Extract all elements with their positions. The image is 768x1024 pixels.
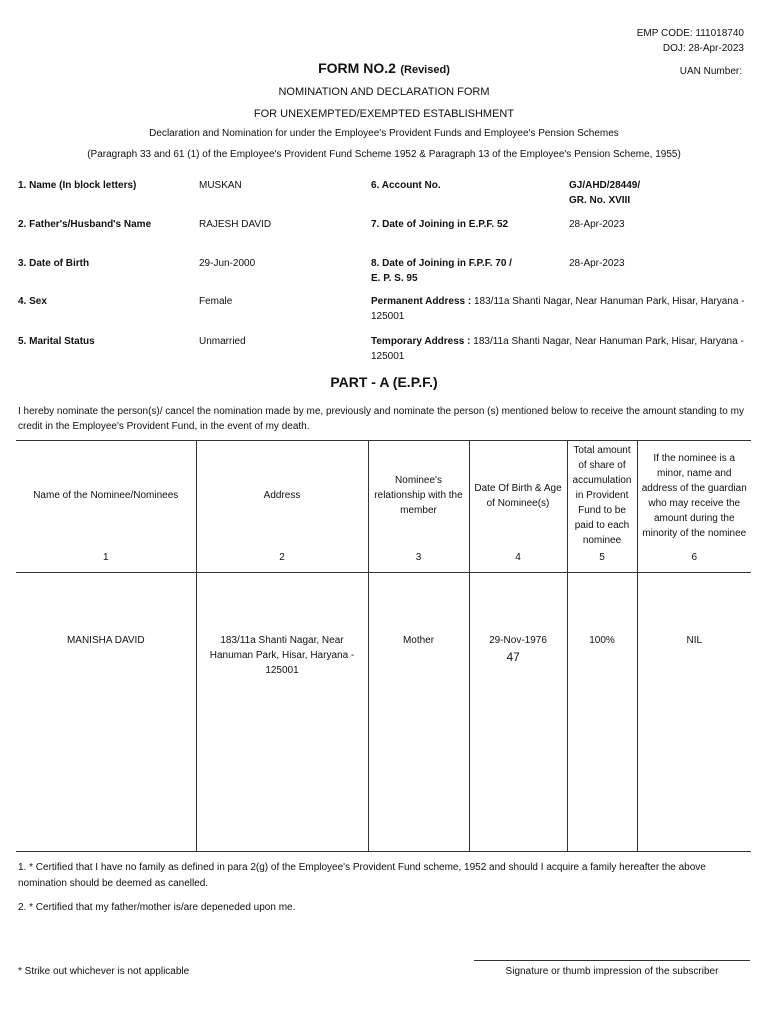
- nominee-age: 47: [506, 650, 520, 664]
- sex-label: 4. Sex: [18, 296, 47, 307]
- header-dob-age: Date Of Birth & Age of Nominee(s): [469, 441, 567, 551]
- doj-fpf70-label-line-1: 8. Date of Joining in F.P.F. 70 /: [371, 258, 512, 269]
- father-name-label: 2. Father's/Husband's Name: [18, 219, 152, 230]
- dob-label: 3. Date of Birth: [18, 258, 90, 269]
- form-title-main: FORM NO.2: [318, 60, 396, 76]
- form-subtitle-3: Declaration and Nomination for under the Employee's Provident Funds and Employee's Pension Schemes: [149, 128, 619, 139]
- doj-fpf70-label-line-2: E. P. S. 95: [371, 273, 418, 284]
- table-column-number-row: [16, 550, 751, 573]
- employee-info: [637, 26, 744, 56]
- doj-fpf70-label: [371, 256, 512, 286]
- header-address: Address: [196, 441, 368, 551]
- header-guardian: If the nominee is a minor, name and address of the guardian who may receive the amount during the minority of the nominee: [637, 441, 751, 551]
- account-no-value: [569, 178, 640, 208]
- nominee-address: 183/11a Shanti Nagar, Near Hanuman Park, Hisar, Haryana - 125001: [196, 573, 368, 852]
- temporary-address-label: Temporary Address :: [371, 336, 471, 347]
- name-value: MUSKAN: [199, 180, 242, 191]
- nominee-table: [16, 440, 751, 852]
- temporary-address: [371, 334, 749, 364]
- doj-fpf70-value: 28-Apr-2023: [569, 258, 625, 269]
- doj-epf52-label: 7. Date of Joining in E.P.F. 52: [371, 219, 509, 230]
- marital-status-label: 5. Marital Status: [18, 336, 95, 347]
- nominee-dob: 29-Nov-1976: [489, 635, 547, 646]
- certification-2: 2. * Certified that my father/mother is/are depeneded upon me.: [18, 902, 296, 913]
- nominee-name: MANISHA DAVID: [16, 573, 196, 852]
- signature-caption: Signature or thumb impression of the subscriber: [505, 966, 719, 977]
- column-number: 3: [368, 550, 469, 573]
- column-number: 2: [196, 550, 368, 573]
- nominee-relationship: Mother: [368, 573, 469, 852]
- nominee-guardian: NIL: [637, 573, 751, 852]
- header-relationship: Nominee's relationship with the member: [368, 441, 469, 551]
- footnote: * Strike out whichever is not applicable: [18, 966, 190, 977]
- form-subtitle-1: NOMINATION AND DECLARATION FORM: [278, 86, 490, 98]
- permanent-address-label: Permanent Address :: [371, 296, 472, 307]
- table-row: [16, 573, 751, 852]
- temporary-address-value: 183/11a Shanti Nagar, Near Hanuman Park, Hisar, Haryana - 125001: [371, 336, 744, 362]
- column-number: 5: [567, 550, 637, 573]
- signature-line: [474, 960, 750, 961]
- uan-number: UAN Number:: [679, 66, 742, 77]
- header-share-amount: Total amount of share of accumulation in Provident Fund to be paid to each nominee: [567, 441, 637, 551]
- column-number: 6: [637, 550, 751, 573]
- certification-1: 1. * Certified that I have no family as defined in para 2(g) of the Employee's Provident Fund scheme, 1952 and should I acquire a family hereafter the above nomination should be deemed as canelled.: [18, 862, 706, 889]
- table-header-row: [16, 441, 751, 551]
- account-no-line-2: GR. No. XVIII: [569, 195, 631, 206]
- name-label: 1. Name (In block letters): [18, 180, 137, 191]
- dob-value: 29-Jun-2000: [199, 258, 256, 269]
- marital-status-value: Unmarried: [199, 336, 246, 347]
- emp-code: EMP CODE: 111018740: [636, 28, 744, 39]
- sex-value: Female: [199, 296, 233, 307]
- nominee-dob-age: [469, 573, 567, 852]
- form-title: [0, 60, 768, 78]
- father-name-value: RAJESH DAVID: [199, 219, 272, 230]
- permanent-address-value: 183/11a Shanti Nagar, Near Hanuman Park, Hisar, Haryana - 125001: [371, 296, 745, 322]
- permanent-address: [371, 294, 749, 324]
- nominee-share: 100%: [567, 573, 637, 852]
- date-of-joining: DOJ: 28-Apr-2023: [662, 43, 744, 54]
- column-number: 4: [469, 550, 567, 573]
- part-a-title: PART - A (E.P.F.): [330, 374, 438, 390]
- account-no-line-1: GJ/AHD/28449/: [569, 180, 641, 191]
- form-subtitle-2: FOR UNEXEMPTED/EXEMPTED ESTABLISHMENT: [253, 108, 515, 120]
- doj-epf52-value: 28-Apr-2023: [569, 219, 625, 230]
- header-nominee-name: Name of the Nominee/Nominees: [16, 441, 196, 551]
- account-no-label: 6. Account No.: [371, 180, 441, 191]
- form-title-revised: (Revised): [400, 64, 450, 76]
- column-number: 1: [16, 550, 196, 573]
- part-a-intro: I hereby nominate the person(s)/ cancel the nomination made by me, previously and nominate the person (s) mentioned below to receive the amount standing to my credit in the Employee's Provident Fund, in the event of my death.: [18, 406, 744, 432]
- form-subtitle-4: (Paragraph 33 and 61 (1) of the Employee's Provident Fund Scheme 1952 & Paragraph 13 of the Employee's Pension Scheme, 1955): [87, 149, 681, 160]
